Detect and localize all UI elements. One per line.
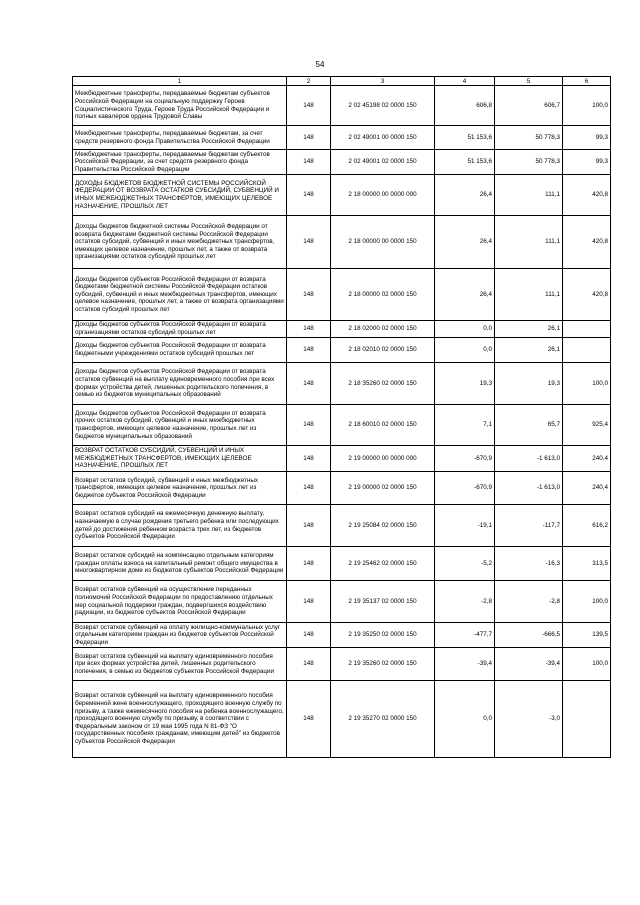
row-percent-cell: 313,5 — [563, 547, 611, 581]
table-row — [73, 547, 611, 581]
row-budget-code-cell: 2 19 35250 02 0000 150 — [331, 623, 435, 648]
row-percent-cell: 99,3 — [563, 126, 611, 150]
row-admin-code-cell: 148 — [287, 648, 331, 681]
row-percent-cell: 240,4 — [563, 472, 611, 505]
row-admin-code-cell: 148 — [287, 321, 331, 338]
row-plan-value-cell: 7,1 — [435, 405, 495, 446]
table-row — [73, 126, 611, 150]
row-budget-code-cell: 2 02 49001 02 0000 150 — [331, 150, 435, 175]
row-plan-value-cell: 0,0 — [435, 338, 495, 363]
table-row — [73, 681, 611, 758]
row-plan-value-cell: 19,3 — [435, 363, 495, 405]
table-row — [73, 581, 611, 623]
row-percent-cell: 99,3 — [563, 150, 611, 175]
page-number: 54 — [315, 60, 325, 69]
row-name-cell: Возврат остатков субвенций на оплату жилищно-коммунальных услуг отдельным категориям граждан из бюджетов субъектов Российской Федерации — [73, 623, 287, 648]
row-name-cell: Возврат остатков субвенций на выплату единовременного пособия при всех формах устройства детей, лишенных родительского попечения, в семью из бюджетов субъектов Российской Федерации — [73, 648, 287, 681]
row-name-cell: Возврат остатков субвенций на выплату единовременного пособия беременной жене военнослужащего, проходящего военную службу по призыву, а также ежемесячного пособия на ребенка военнослужащего, проходящего военную службу по призыву, в соответствии с Федеральным законом от 19 мая 1995 года N 81-ФЗ "О государственных пособиях гражданам, имеющим детей" из бюджетов субъектов Российской Федерации — [73, 681, 287, 758]
table-row — [73, 405, 611, 446]
row-admin-code-cell: 148 — [287, 269, 331, 321]
row-executed-value-cell: 19,3 — [495, 363, 563, 405]
row-admin-code-cell: 148 — [287, 86, 331, 126]
row-executed-value-cell: 606,7 — [495, 86, 563, 126]
table-row — [73, 623, 611, 648]
row-executed-value-cell: 26,1 — [495, 338, 563, 363]
table-header-row — [73, 77, 611, 86]
table-row — [73, 150, 611, 175]
row-name-cell: Возврат остатков субвенций на осуществление переданных полномочий Российской Федерации по предоставлению отдельных мер социальной поддержки граждан, подвергшихся воздействию радиации, из бюджетов субъектов Российской Федерации — [73, 581, 287, 623]
row-admin-code-cell: 148 — [287, 363, 331, 405]
row-percent-cell: 240,4 — [563, 446, 611, 472]
row-name-cell: Доходы бюджетов субъектов Российской Федерации от возврата организациями остатков субсидий прошлых лет — [73, 321, 287, 338]
row-plan-value-cell: -5,2 — [435, 547, 495, 581]
row-admin-code-cell: 148 — [287, 216, 331, 269]
budget-table — [72, 76, 611, 758]
column-header-5: 5 — [495, 77, 563, 86]
row-admin-code-cell: 148 — [287, 126, 331, 150]
row-percent-cell: 100,0 — [563, 363, 611, 405]
row-plan-value-cell: -670,9 — [435, 446, 495, 472]
row-plan-value-cell: -477,7 — [435, 623, 495, 648]
row-admin-code-cell: 148 — [287, 472, 331, 505]
row-executed-value-cell: 50 778,3 — [495, 150, 563, 175]
row-name-cell: ВОЗВРАТ ОСТАТКОВ СУБСИДИЙ, СУБВЕНЦИЙ И ИНЫХ МЕЖБЮДЖЕТНЫХ ТРАНСФЕРТОВ, ИМЕЮЩИХ ЦЕЛЕВОЕ НАЗНАЧЕНИЕ, ПРОШЛЫХ ЛЕТ — [73, 446, 287, 472]
row-percent-cell: 100,0 — [563, 648, 611, 681]
row-name-cell: ДОХОДЫ БЮДЖЕТОВ БЮДЖЕТНОЙ СИСТЕМЫ РОССИЙСКОЙ ФЕДЕРАЦИИ ОТ ВОЗВРАТА ОСТАТКОВ СУБСИДИЙ, СУБВЕНЦИЙ И ИНЫХ МЕЖБЮДЖЕТНЫХ ТРАНСФЕРТОВ, ИМЕЮЩИХ ЦЕЛЕВОЕ НАЗНАЧЕНИЕ, ПРОШЛЫХ ЛЕТ — [73, 175, 287, 216]
row-budget-code-cell: 2 19 35270 02 0000 150 — [331, 681, 435, 758]
table-row — [73, 269, 611, 321]
row-plan-value-cell: 0,0 — [435, 321, 495, 338]
row-name-cell: Межбюджетные трансферты, передаваемые бюджетам субъектов Российской Федерации, за счет средств резервного фонда Правительства Российской Федерации — [73, 150, 287, 175]
table-row — [73, 86, 611, 126]
row-percent-cell: 100,0 — [563, 86, 611, 126]
table-body — [73, 86, 611, 758]
row-budget-code-cell: 2 18 02010 02 0000 150 — [331, 338, 435, 363]
table-row — [73, 216, 611, 269]
row-budget-code-cell: 2 18 02000 02 0000 150 — [331, 321, 435, 338]
row-plan-value-cell: 26,4 — [435, 216, 495, 269]
row-budget-code-cell: 2 02 49001 00 0000 150 — [331, 126, 435, 150]
row-budget-code-cell: 2 19 35137 02 0000 150 — [331, 581, 435, 623]
row-name-cell: Межбюджетные трансферты, передаваемые бюджетам субъектов Российской Федерации на социальную поддержку Героев Социалистического Труда, Героев Труда Российской Федерации и полных кавалеров ордена Трудовой Славы — [73, 86, 287, 126]
row-budget-code-cell: 2 19 00000 00 0000 000 — [331, 446, 435, 472]
row-plan-value-cell: 0,0 — [435, 681, 495, 758]
row-plan-value-cell: 26,4 — [435, 269, 495, 321]
row-plan-value-cell: 51 153,6 — [435, 150, 495, 175]
row-admin-code-cell: 148 — [287, 681, 331, 758]
row-executed-value-cell: -117,7 — [495, 505, 563, 547]
row-admin-code-cell: 148 — [287, 175, 331, 216]
row-admin-code-cell: 148 — [287, 505, 331, 547]
row-percent-cell: 100,0 — [563, 581, 611, 623]
row-admin-code-cell: 148 — [287, 150, 331, 175]
row-name-cell: Доходы бюджетов субъектов Российской Федерации от возврата бюджетными учреждениями остатков субсидий прошлых лет — [73, 338, 287, 363]
row-percent-cell: 139,5 — [563, 623, 611, 648]
row-executed-value-cell: -666,5 — [495, 623, 563, 648]
row-plan-value-cell: 26,4 — [435, 175, 495, 216]
row-budget-code-cell: 2 19 35260 02 0000 150 — [331, 648, 435, 681]
row-admin-code-cell: 148 — [287, 547, 331, 581]
row-percent-cell: 616,2 — [563, 505, 611, 547]
row-budget-code-cell: 2 18 00000 00 0000 000 — [331, 175, 435, 216]
row-admin-code-cell: 148 — [287, 581, 331, 623]
row-budget-code-cell: 2 19 25462 02 0000 150 — [331, 547, 435, 581]
row-name-cell: Возврат остатков субсидий на компенсацию отдельным категориям граждан оплаты взноса на капитальный ремонт общего имущества в многоквартирном доме из бюджетов субъектов Российской Федерации — [73, 547, 287, 581]
row-plan-value-cell: -670,9 — [435, 472, 495, 505]
row-plan-value-cell: -19,1 — [435, 505, 495, 547]
row-executed-value-cell: 111,1 — [495, 216, 563, 269]
row-percent-cell: 420,8 — [563, 175, 611, 216]
row-plan-value-cell: 51 153,6 — [435, 126, 495, 150]
row-executed-value-cell: 50 778,3 — [495, 126, 563, 150]
row-executed-value-cell: 65,7 — [495, 405, 563, 446]
row-executed-value-cell: 26,1 — [495, 321, 563, 338]
row-budget-code-cell: 2 18 00000 00 0000 150 — [331, 216, 435, 269]
table-row — [73, 363, 611, 405]
row-name-cell: Доходы бюджетов субъектов Российской Федерации от возврата прочих остатков субсидий, субвенций и иных межбюджетных трансфертов, имеющих целевое назначение, прошлых лет из бюджетов муниципальных образований — [73, 405, 287, 446]
column-header-4: 4 — [435, 77, 495, 86]
column-header-1: 1 — [73, 77, 287, 86]
row-budget-code-cell: 2 19 25084 02 0000 150 — [331, 505, 435, 547]
row-plan-value-cell: -2,8 — [435, 581, 495, 623]
row-name-cell: Возврат остатков субсидий на ежемесячную денежную выплату, назначаемую в случае рождения третьего ребенка или последующих детей до достижения ребенком возраста трех лет, из бюджетов субъектов Российской Федерации — [73, 505, 287, 547]
row-plan-value-cell: -39,4 — [435, 648, 495, 681]
table-row — [73, 338, 611, 363]
table-row — [73, 175, 611, 216]
table-row — [73, 648, 611, 681]
column-header-6: 6 — [563, 77, 611, 86]
row-percent-cell: 420,8 — [563, 269, 611, 321]
row-name-cell: Доходы бюджетов бюджетной системы Российской Федерации от возврата бюджетами бюджетной системы Российской Федерации остатков субсидий, субвенций и иных межбюджетных трансфертов, имеющих целевое назначение, прошлых лет, а также от возврата организациями остатков субсидий прошлых лет — [73, 216, 287, 269]
table-row — [73, 321, 611, 338]
table-row — [73, 472, 611, 505]
row-executed-value-cell: -16,3 — [495, 547, 563, 581]
row-name-cell: Возврат остатков субсидий, субвенций и иных межбюджетных трансфертов, имеющих целевое назначение, прошлых лет из бюджетов субъектов Российской Федерации — [73, 472, 287, 505]
row-executed-value-cell: -39,4 — [495, 648, 563, 681]
row-budget-code-cell: 2 19 00000 02 0000 150 — [331, 472, 435, 505]
row-percent-cell — [563, 321, 611, 338]
row-name-cell: Доходы бюджетов субъектов Российской Федерации от возврата бюджетами бюджетной системы Российской Федерации остатков субсидий, субвенций и иных межбюджетных трансфертов, имеющих целевое назначение, прошлых лет, а также от возврата организациями остатков субсидий прошлых лет — [73, 269, 287, 321]
column-header-3: 3 — [331, 77, 435, 86]
column-header-2: 2 — [287, 77, 331, 86]
row-budget-code-cell: 2 18 35260 02 0000 150 — [331, 363, 435, 405]
row-admin-code-cell: 148 — [287, 446, 331, 472]
row-percent-cell — [563, 338, 611, 363]
row-percent-cell: 420,8 — [563, 216, 611, 269]
row-executed-value-cell: -3,0 — [495, 681, 563, 758]
row-budget-code-cell: 2 18 00000 02 0000 150 — [331, 269, 435, 321]
row-admin-code-cell: 148 — [287, 405, 331, 446]
row-executed-value-cell: -1 613,0 — [495, 472, 563, 505]
row-percent-cell: 925,4 — [563, 405, 611, 446]
row-percent-cell — [563, 681, 611, 758]
row-name-cell: Межбюджетные трансферты, передаваемые бюджетам, за счет средств резервного фонда Правительства Российской Федерации — [73, 126, 287, 150]
row-name-cell: Доходы бюджетов субъектов Российской Федерации от возврата остатков субвенций на выплату единовременного пособия при всех формах устройства детей, лишенных родительского попечения, в семью из бюджетов муниципальных образований — [73, 363, 287, 405]
row-admin-code-cell: 148 — [287, 623, 331, 648]
row-executed-value-cell: 111,1 — [495, 269, 563, 321]
row-plan-value-cell: 606,8 — [435, 86, 495, 126]
row-admin-code-cell: 148 — [287, 338, 331, 363]
row-executed-value-cell: 111,1 — [495, 175, 563, 216]
row-budget-code-cell: 2 18 60010 02 0000 150 — [331, 405, 435, 446]
row-executed-value-cell: -2,8 — [495, 581, 563, 623]
table-row — [73, 446, 611, 472]
row-budget-code-cell: 2 02 45198 02 0000 150 — [331, 86, 435, 126]
row-executed-value-cell: -1 613,0 — [495, 446, 563, 472]
table-row — [73, 505, 611, 547]
